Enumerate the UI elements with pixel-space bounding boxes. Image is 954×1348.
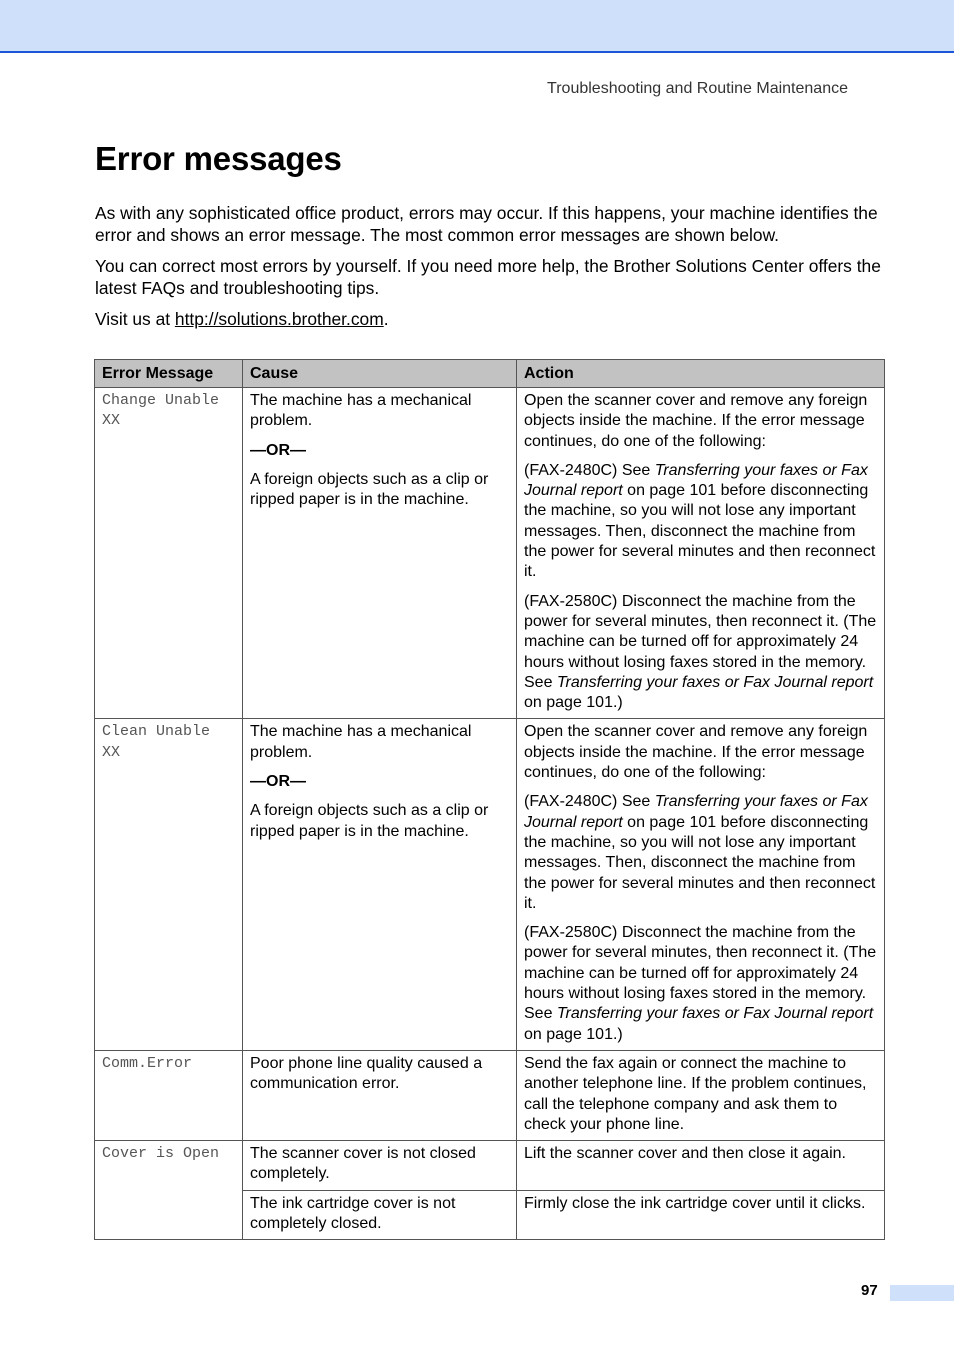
running-header: Troubleshooting and Routine Maintenance	[547, 80, 848, 97]
action-text	[524, 461, 878, 583]
action-text-part: (FAX-2480C) See	[524, 793, 655, 811]
cause-text: The machine has a mechanical problem.	[250, 392, 472, 430]
cause-cell: Poor phone line quality caused a communication error.	[243, 1050, 517, 1140]
table-row	[95, 388, 885, 719]
page-title: Error messages	[95, 140, 342, 177]
header-cause: Cause	[243, 360, 517, 388]
action-text: Open the scanner cover and remove any foreign objects inside the machine. If the error message continues, do one of the following:	[524, 392, 868, 450]
action-text-part: on page 101 before disconnecting the machine, so you will not lose any important messages. Then, disconnect the machine from the power for several minutes and then reconnect it.	[524, 813, 876, 912]
action-cell: Lift the scanner cover and then close it again.	[517, 1141, 885, 1191]
header-error-message: Error Message	[95, 360, 243, 388]
header-action: Action	[517, 360, 885, 388]
action-text: Open the scanner cover and remove any foreign objects inside the machine. If the error message continues, do one of the following:	[524, 723, 868, 782]
page-number: 97	[861, 1282, 878, 1299]
action-text-part: (FAX-2580C) Disconnect the machine from the power for several minutes, then reconnect it. (The machine can be turned off for approximately 24 hours without losing faxes stored in the memory. See	[524, 592, 877, 691]
cross-reference: Transferring your faxes or Fax Journal report	[556, 1005, 874, 1023]
error-message-cell: Comm.Error	[95, 1050, 243, 1140]
intro-section	[95, 202, 885, 339]
or-separator: —OR—	[250, 441, 306, 459]
cause-cell	[243, 719, 517, 1050]
action-text	[524, 923, 878, 1045]
or-separator: —OR—	[250, 773, 306, 791]
top-banner	[0, 0, 954, 53]
cause-cell	[243, 388, 517, 719]
table-row	[95, 1141, 885, 1191]
cause-text: The machine has a mechanical problem.	[250, 723, 472, 761]
error-messages-table	[94, 359, 885, 1240]
page-tab-marker	[890, 1285, 954, 1301]
action-text-part: (FAX-2480C) See	[524, 461, 655, 479]
intro-paragraph-2: You can correct most errors by yourself. If you need more help, the Brother Solutions Center offers the latest FAQs and troubleshooting tips.	[95, 256, 881, 298]
action-text-part: on page 101.)	[524, 694, 623, 712]
action-text	[524, 792, 878, 914]
action-text-part: (FAX-2580C) Disconnect the machine from the power for several minutes, then reconnect it. (The machine can be turned off for approximately 24 hours without losing faxes stored in the memory. See	[524, 924, 877, 1023]
cause-text: A foreign objects such as a clip or ripped paper is in the machine.	[250, 802, 489, 840]
error-message-cell: Change Unable XX	[95, 388, 243, 719]
action-cell	[517, 719, 885, 1050]
action-cell	[517, 388, 885, 719]
action-text-part: on page 101.)	[524, 1025, 623, 1043]
table-header-row	[95, 360, 885, 388]
action-cell: Firmly close the ink cartridge cover until it clicks.	[517, 1190, 885, 1240]
intro-paragraph-1: As with any sophisticated office product, errors may occur. If this happens, your machine identifies the error and shows an error message. The most common error messages are shown below.	[95, 203, 878, 245]
table-row	[95, 1050, 885, 1140]
visit-prefix: Visit us at	[95, 309, 175, 329]
cross-reference: Transferring your faxes or Fax Journal report	[524, 793, 868, 831]
solutions-center-link[interactable]: http://solutions.brother.com	[174, 309, 384, 329]
cause-cell: The ink cartridge cover is not completely closed.	[243, 1190, 517, 1240]
table-row	[95, 719, 885, 1050]
cross-reference: Transferring your faxes or Fax Journal report	[556, 673, 874, 691]
visit-suffix: .	[383, 309, 389, 329]
error-message-cell: Cover is Open	[95, 1141, 243, 1240]
error-message-cell: Clean Unable XX	[95, 719, 243, 1050]
action-cell: Send the fax again or connect the machine to another telephone line. If the problem continues, call the telephone company and ask them to check your phone line.	[517, 1050, 885, 1140]
cross-reference: Transferring your faxes or Fax Journal report	[524, 461, 868, 500]
action-text-part: on page 101 before disconnecting the machine, so you will not lose any important messages. Then, disconnect the machine from the power for several minutes and then reconnect it.	[524, 482, 876, 581]
action-text	[524, 592, 878, 714]
cause-text: A foreign objects such as a clip or ripped paper is in the machine.	[250, 470, 489, 509]
visit-line	[95, 308, 885, 330]
cause-cell: The scanner cover is not closed completely.	[243, 1141, 517, 1191]
